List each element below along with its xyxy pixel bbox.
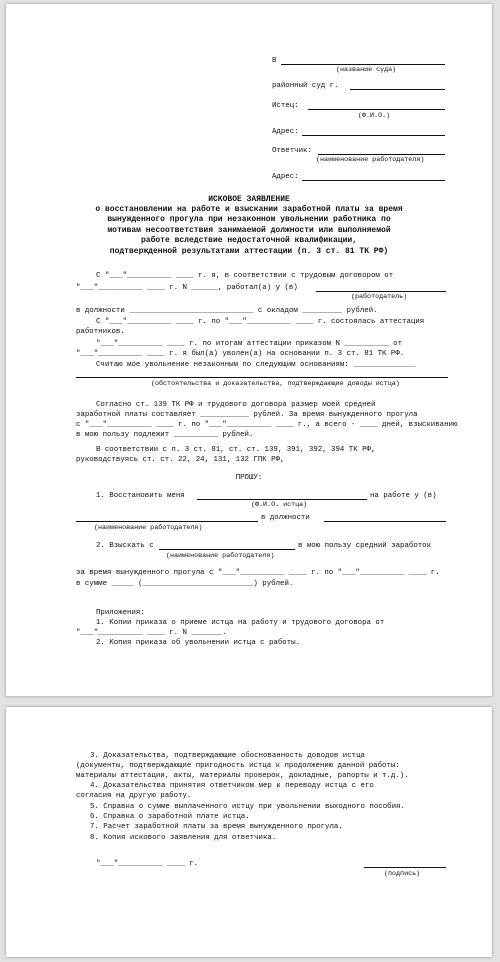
defendant-address-label: Адрес: — [272, 173, 299, 181]
appendix-4-line-1: 4. Доказательства принятия ответчиком мер к переводу истца с его — [90, 782, 374, 790]
body-p5-line-4: в мою пользу подлежит __________ рублей. — [76, 431, 254, 439]
plaintiff-hint: (Ф.И.О.) — [358, 112, 391, 120]
document-title: ИСКОВОЕ ЗАЯВЛЕНИЕ — [208, 195, 290, 204]
request-1-label-2: на работе у (в) — [370, 492, 437, 500]
to-label: В — [272, 57, 277, 65]
court-name-hint: (название суда) — [336, 66, 397, 74]
body-p1-line-2: "___"__________ ____ г. N ______, работал(а) у (в) — [76, 284, 298, 292]
request-1-label: 1. Восстановить меня — [96, 492, 185, 500]
grounds-hint: (обстоятельства и доказательства, подтверждающие доводы истца) — [151, 380, 400, 388]
district-court-line — [350, 89, 445, 90]
appendix-7: 7. Расчет заработной платы за время вынужденного прогула. — [90, 823, 343, 831]
request-1-position-line — [324, 521, 446, 522]
appendix-8: 8. Копия искового заявления для ответчика. — [90, 834, 277, 842]
request-1-employer-line — [76, 521, 258, 522]
body-p1-line-1: С "___"__________ ____ г. я, в соответствии с трудовым договором от — [96, 272, 394, 280]
request-2-label: 2. Взыскать с — [96, 542, 154, 550]
request-2-line-2: за время вынужденного прогула с "___"__________ ____ г. по "___"__________ ____ г. — [76, 569, 440, 577]
appendix-5: 5. Справка о сумме выплаченного истцу при увольнении выходного пособия. — [90, 803, 405, 811]
appendix-1-line-2: "___"__________ ____ г. N _______. — [76, 629, 227, 637]
appendix-6: 6. Справка о заработной плате истца. — [90, 813, 250, 821]
request-2-hint: (наименование работодателя) — [166, 552, 275, 560]
signature-date: "___"__________ ____ г. — [96, 860, 199, 868]
body-p5-line-2: заработной платы составляет ___________ рублей. За время вынужденного прогула — [76, 411, 418, 419]
body-p4: Считаю мое увольнение незаконным по следующим основаниям: ______________ — [96, 361, 416, 369]
body-p6-line-2: руководствуясь ст. ст. 22, 24, 131, 132 ГПК РФ, — [76, 456, 285, 464]
title-line-3: вынужденного прогула при незаконном увольнении работника по — [107, 215, 391, 224]
appendix-3-line-1: 3. Доказательства, подтверждающие обоснованность доводов истца — [90, 752, 365, 760]
plaintiff-line — [308, 109, 445, 110]
appendix-3-line-3: материалы аттестации, акты, материалы проверок, докладные, рапорты и т.д.). — [76, 772, 409, 780]
appendix-3-line-2: (документы, подтверждающие пригодность истца к продолжению данной работы: — [76, 762, 400, 770]
employer-line — [316, 291, 446, 292]
document-page-1 — [6, 4, 492, 696]
appendix-1-line-1: 1. Копии приказа о приеме истца на работу и трудового договора от — [96, 619, 385, 627]
body-p3-line-1: "___"__________ ____ г. по итогам аттестации приказом N __________ от — [96, 340, 403, 348]
body-p2-line-1: С "___"__________ ____ г. по "___"__________ ____ г. состоялась аттестация — [96, 318, 425, 326]
body-p1-line-3: в должности ____________________________ с окладом _________ рублей. — [76, 307, 378, 315]
title-line-5: работе вследствие недостаточной квалификации, — [140, 236, 358, 245]
employer-hint: (работодатель) — [351, 293, 408, 301]
request-heading: ПРОШУ: — [235, 474, 263, 482]
signature-hint: (подпись) — [384, 870, 421, 878]
plaintiff-address-line — [302, 135, 445, 136]
body-p6-line-1: В соответствии с п. 3 ст. 81, ст. ст. 139, 391, 392, 394 ТК РФ, — [96, 446, 376, 454]
plaintiff-label: Истец: — [272, 102, 299, 110]
request-1-hint-2: (наименование работодателя) — [94, 524, 203, 532]
defendant-address-line — [302, 180, 445, 181]
request-2-label-2: в мою пользу средний заработок — [298, 542, 432, 550]
request-1-name-line — [197, 499, 367, 500]
request-2-employer-line — [159, 549, 295, 550]
appendix-heading: Приложения: — [96, 609, 145, 617]
body-p3-line-2: "___"__________ ____ г. я был(а) уволен(а) на основании п. 3 ст. 81 ТК РФ. — [76, 350, 405, 358]
grounds-line — [76, 377, 448, 378]
body-p5-line-1: Согласно ст. 139 ТК РФ и трудового договора размер моей средней — [96, 401, 376, 409]
district-court-label: районный суд г. — [272, 82, 339, 90]
defendant-label: Ответчик: — [272, 147, 312, 155]
request-1-hint: (Ф.И.О. истца) — [251, 501, 308, 509]
title-line-6: подтвержденной результатами аттестации (п. 3 ст. 81 ТК РФ) — [109, 247, 389, 256]
defendant-line — [318, 154, 445, 155]
request-2-line-3: в сумме _____ (_________________________) рублей. — [76, 580, 294, 588]
title-line-4: мотивам несоответствия занимаемой должности или выполняемой — [107, 226, 391, 235]
court-line — [281, 64, 445, 65]
appendix-2: 2. Копия приказа об увольнении истца с работы. — [96, 639, 301, 647]
body-p2-line-2: работников. — [76, 328, 125, 336]
defendant-hint: (наименование работодателя) — [316, 156, 425, 164]
body-p5-line-3: с "___"__________ ____ г. по "___"__________ ____ г., а всего - ____ дней, взыскиванию — [76, 421, 458, 429]
request-1-position-label: в должности — [261, 514, 310, 522]
title-line-2: о восстановлении на работе и взыскании заработной платы за время — [95, 205, 403, 214]
appendix-4-line-2: согласия на другую работу. — [76, 792, 192, 800]
signature-line — [364, 867, 446, 868]
document-page-2 — [6, 707, 492, 957]
plaintiff-address-label: Адрес: — [272, 128, 299, 136]
